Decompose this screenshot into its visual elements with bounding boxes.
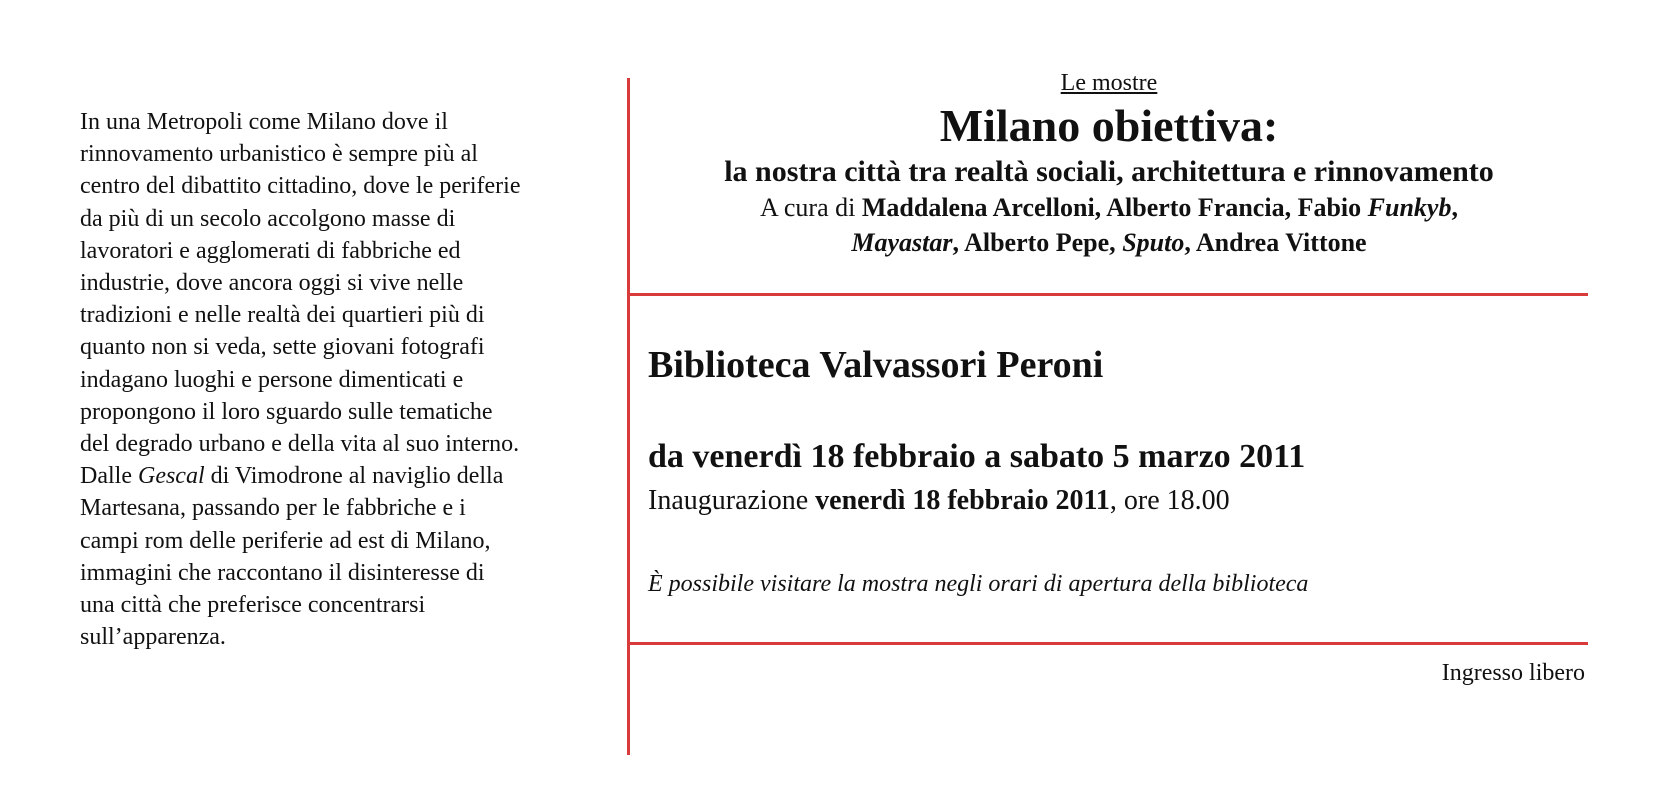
description-line: immagini che raccontano il disinteresse di: [80, 559, 485, 586]
opening-time: , ore 18.00: [1109, 485, 1230, 516]
section-kicker: Le mostre: [1060, 70, 1158, 96]
entry-note: Ingresso libero: [1441, 660, 1585, 686]
curators-prefix: A cura di: [760, 193, 862, 222]
description-line: quanto non si veda, sette giovani fotografi: [80, 334, 485, 361]
exhibition-title: Milano obiettiva:: [939, 100, 1279, 151]
horizontal-divider-top: [627, 293, 1588, 296]
curators-sep: ,: [1451, 193, 1458, 222]
description-line: lavoratori e agglomerati di fabbriche ed: [80, 237, 461, 264]
opening-line: [648, 484, 1230, 518]
curators-names: , Alberto Pepe,: [952, 228, 1123, 257]
opening-label: Inaugurazione: [648, 485, 816, 516]
description-line: da più di un secolo accolgono masse di: [80, 205, 456, 232]
line-text: Dalle: [80, 463, 138, 490]
curator-alias: Funkyb: [1367, 193, 1452, 222]
description-line: sull’apparenza.: [80, 624, 226, 651]
curator-alias: Mayastar: [851, 228, 953, 257]
venue-name: Biblioteca Valvassori Peroni: [648, 344, 1104, 386]
description-line: rinnovamento urbanistico è sempre più al: [80, 141, 478, 168]
curators-names: Maddalena Arcelloni, Alberto Francia, Fabio: [861, 193, 1368, 222]
description-line: centro del dibattito cittadino, dove le periferie: [80, 173, 521, 200]
description-line: indagano luoghi e persone dimenticati e: [80, 366, 464, 393]
gescal-italic: Gescal: [137, 463, 205, 490]
description-line: del degrado urbano e della vita al suo interno.: [80, 431, 520, 458]
opening-date: venerdì 18 febbraio 2011: [815, 485, 1110, 516]
description-line: campi rom delle periferie ad est di Milano,: [80, 527, 491, 554]
visit-note: È possibile visitare la mostra negli orari di apertura della biblioteca: [648, 571, 1309, 597]
exhibition-dates: da venerdì 18 febbraio a sabato 5 marzo 2011: [648, 438, 1306, 475]
description-line: una città che preferisce concentrarsi: [80, 592, 426, 619]
exhibition-subtitle: la nostra città tra realtà sociali, architettura e rinnovamento: [724, 155, 1494, 188]
exhibition-header: [630, 68, 1588, 260]
description-line: propongono il loro sguardo sulle tematiche: [80, 398, 493, 425]
line-text: di Vimodrone al naviglio della: [204, 463, 504, 490]
description-text: [80, 106, 610, 653]
description-line: Martesana, passando per le fabbriche e i: [80, 495, 466, 522]
description-line: industrie, dove ancora oggi si vive nelle: [80, 270, 464, 297]
description-line: tradizioni e nelle realtà dei quartieri più di: [80, 302, 485, 329]
curators-line: [630, 190, 1588, 260]
curator-alias: Sputo: [1122, 228, 1185, 257]
curators-names: , Andrea Vittone: [1184, 228, 1367, 257]
description-line: In una Metropoli come Milano dove il: [80, 109, 448, 135]
horizontal-divider-bottom: [627, 642, 1588, 645]
description-line: [80, 460, 610, 492]
